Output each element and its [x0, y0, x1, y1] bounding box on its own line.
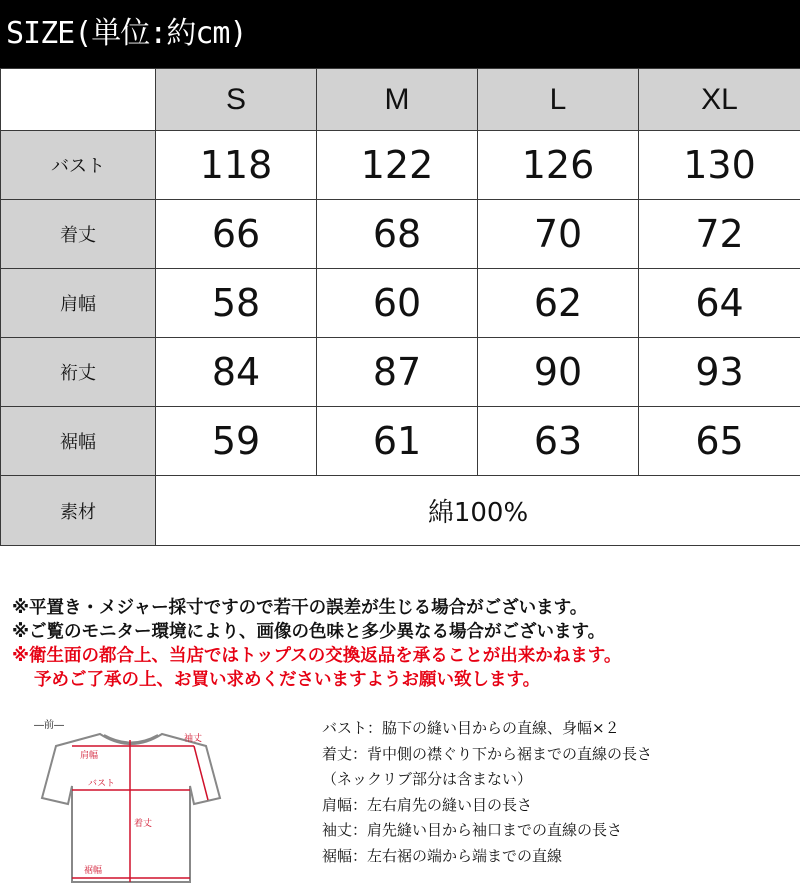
row-label-hem: 裾幅 — [1, 407, 156, 476]
table-cell: 66 — [156, 200, 317, 269]
col-header-s: S — [156, 69, 317, 131]
table-cell: 58 — [156, 269, 317, 338]
tshirt-diagram — [18, 716, 258, 886]
size-title: SIZE(単位:約cm) — [6, 16, 247, 51]
row-label-length: 着丈 — [1, 200, 156, 269]
front-label: ―前― — [34, 720, 64, 731]
diagram-shoulder-label: 肩幅 — [80, 751, 99, 761]
row-label-shoulder: 肩幅 — [1, 269, 156, 338]
table-cell: 84 — [156, 338, 317, 407]
measure-line: 肩幅：左右肩先の縫い目の長さ — [322, 795, 533, 814]
measure-line: 袖丈：肩先縫い目から袖口までの直線の長さ — [322, 821, 623, 839]
table-cell: 90 — [478, 338, 639, 407]
table-cell: 87 — [317, 338, 478, 407]
table-row — [1, 338, 800, 407]
table-cell: 68 — [317, 200, 478, 269]
table-cell: 93 — [639, 338, 800, 407]
measure-line: （ネックリブ部分は含まない） — [322, 770, 533, 788]
note-line: ※ご覧のモニター環境により、画像の色味と多少異なる場合がございます。 — [12, 622, 606, 642]
note-line: ※平置き・メジャー採寸ですので若干の誤差が生じる場合がございます。 — [12, 598, 588, 618]
size-header-row — [1, 69, 800, 131]
measure-line: 着丈：背中側の襟ぐり下から裾までの直線の長さ — [322, 744, 653, 763]
table-cell: 126 — [478, 131, 639, 200]
table-cell: 60 — [317, 269, 478, 338]
size-header — [0, 0, 800, 68]
col-header-m: M — [317, 69, 478, 131]
table-corner — [1, 69, 156, 131]
measure-line: バスト：脇下の縫い目からの直線、身幅×２ — [322, 719, 620, 737]
table-cell: 70 — [478, 200, 639, 269]
table-cell: 64 — [639, 269, 800, 338]
note-warning: 予めご了承の上、お買い求めくださいますようお願い致します。 — [34, 670, 541, 690]
table-cell: 62 — [478, 269, 639, 338]
diagram-sleeve-label: 袖丈 — [184, 734, 203, 744]
note-warning: ※衛生面の都合上、当店ではトップスの交換返品を承ることが出来かねます。 — [12, 646, 622, 666]
diagram-hem-label: 裾幅 — [84, 866, 103, 876]
row-label-bust: バスト — [1, 131, 156, 200]
col-header-l: L — [478, 69, 639, 131]
table-cell: 130 — [639, 131, 800, 200]
table-cell: 63 — [478, 407, 639, 476]
table-row — [1, 200, 800, 269]
row-label-material: 素材 — [1, 476, 156, 546]
row-label-sleeve: 裄丈 — [1, 338, 156, 407]
table-cell: 59 — [156, 407, 317, 476]
col-header-xl: XL — [639, 69, 800, 131]
table-cell: 122 — [317, 131, 478, 200]
table-cell: 65 — [639, 407, 800, 476]
diagram-length-label: 着丈 — [134, 819, 153, 829]
table-cell: 61 — [317, 407, 478, 476]
material-value: 綿100% — [156, 476, 800, 546]
tshirt-outline — [42, 734, 220, 882]
size-table — [0, 68, 800, 546]
table-row — [1, 407, 800, 476]
material-row — [1, 476, 800, 546]
table-row — [1, 131, 800, 200]
measurement-guide — [322, 716, 792, 869]
table-cell: 118 — [156, 131, 317, 200]
table-cell: 72 — [639, 200, 800, 269]
diagram-bust-label: バスト — [88, 779, 116, 789]
measure-line: 裾幅：左右裾の端から端までの直線 — [322, 846, 563, 865]
table-row — [1, 269, 800, 338]
notes — [12, 596, 792, 692]
